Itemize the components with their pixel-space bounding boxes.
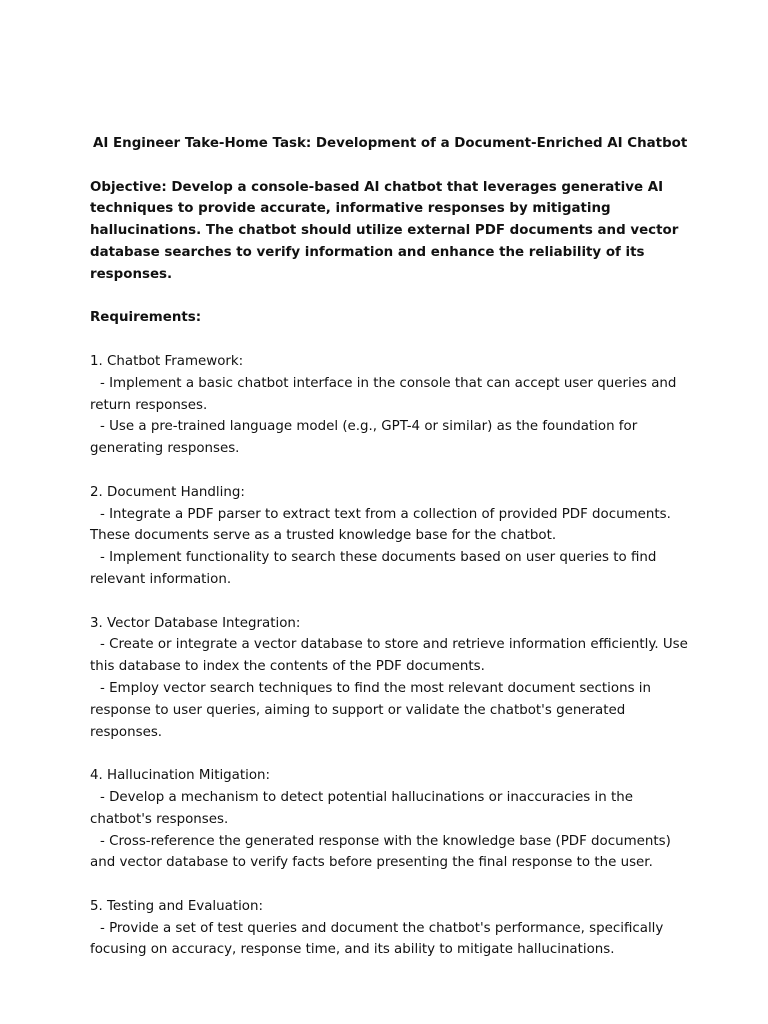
document-page	[90, 133, 688, 983]
requirement-item	[90, 918, 688, 962]
requirement-section-5	[90, 896, 688, 961]
requirement-item-text: - Employ vector search techniques to find the most relevant document sections in response to user queries, aiming to support or validate the chatbot's generated responses.	[90, 680, 652, 740]
requirement-item	[90, 831, 688, 875]
requirement-item-text: - Use a pre-trained language model (e.g., GPT-4 or similar) as the foundation for generating responses.	[90, 419, 638, 457]
requirement-item-text: - Develop a mechanism to detect potential hallucinations or inaccuracies in the chatbot's responses.	[90, 789, 633, 827]
requirement-item	[90, 504, 688, 548]
requirement-section-2	[90, 482, 688, 591]
section-title: 1. Chatbot Framework:	[90, 353, 244, 369]
section-title: 3. Vector Database Integration:	[90, 615, 301, 631]
section-title: 2. Document Handling:	[90, 484, 245, 500]
requirement-section-1	[90, 351, 688, 460]
requirement-item-text: - Provide a set of test queries and document the chatbot's performance, specifically focusing on accuracy, response time, and its ability to mitigate hallucinations.	[90, 920, 664, 958]
requirement-item	[90, 678, 688, 743]
requirement-item	[90, 373, 688, 417]
requirement-item-text: - Cross-reference the generated response with the knowledge base (PDF documents) and vector database to verify facts before presenting the final response to the user.	[90, 833, 671, 871]
requirement-item	[90, 547, 688, 591]
requirement-section-3	[90, 613, 688, 744]
requirement-item-text: - Implement a basic chatbot interface in the console that can accept user queries and return responses.	[90, 375, 677, 413]
requirement-item	[90, 416, 688, 460]
section-title: 5. Testing and Evaluation:	[90, 898, 263, 914]
requirement-item	[90, 787, 688, 831]
requirement-section-4	[90, 765, 688, 874]
requirements-heading: Requirements:	[90, 310, 202, 326]
requirement-item-text: - Implement functionality to search these documents based on user queries to find relevant information.	[90, 550, 657, 587]
requirement-item	[90, 634, 688, 678]
document-title: AI Engineer Take-Home Task: Development of a Document-Enriched AI Chatbot	[93, 136, 688, 151]
objective-paragraph: Objective: Develop a console-based AI chatbot that leverages generative AI techniques to provide accurate, informative responses by mitigating hallucinations. The chatbot should utilize external PDF documents and vector database searches to verify information and enhance the reliability of its responses.	[90, 179, 679, 282]
section-title: 4. Hallucination Mitigation:	[90, 768, 271, 784]
requirement-item-text: - Integrate a PDF parser to extract text from a collection of provided PDF documents. These documents serve as a trusted knowledge base for the chatbot.	[90, 506, 671, 544]
requirement-item-text: - Create or integrate a vector database to store and retrieve information efficiently. Use this database to index the contents of the PDF documents.	[90, 637, 688, 675]
